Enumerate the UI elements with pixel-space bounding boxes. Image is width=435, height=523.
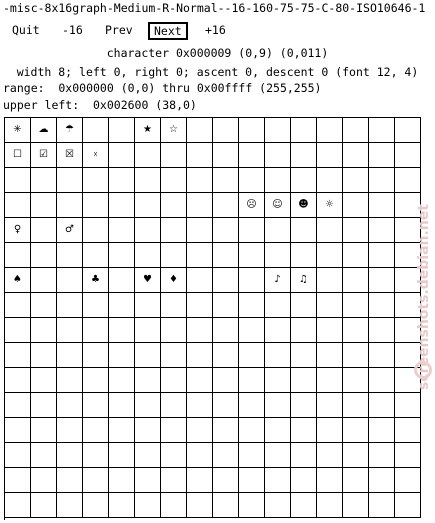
glyph-cell[interactable]: ♫: [291, 268, 317, 293]
glyph-cell[interactable]: [291, 443, 317, 468]
glyph-cell[interactable]: [187, 268, 213, 293]
glyph-cell[interactable]: [31, 468, 57, 493]
glyph-cell[interactable]: [239, 168, 265, 193]
glyph-cell[interactable]: [135, 243, 161, 268]
glyph-cell[interactable]: [83, 243, 109, 268]
glyph-cell[interactable]: [317, 468, 343, 493]
glyph-cell[interactable]: [83, 343, 109, 368]
glyph-cell[interactable]: [369, 418, 395, 443]
glyph-cell[interactable]: [265, 218, 291, 243]
glyph-cell[interactable]: [265, 168, 291, 193]
glyph-cell[interactable]: [317, 218, 343, 243]
glyph-cell[interactable]: [265, 243, 291, 268]
glyph-cell[interactable]: [213, 118, 239, 143]
glyph-cell[interactable]: [265, 493, 291, 518]
glyph-cell[interactable]: [395, 393, 421, 418]
glyph-cell[interactable]: [57, 418, 83, 443]
glyph-cell[interactable]: [239, 118, 265, 143]
glyph-cell[interactable]: [395, 418, 421, 443]
glyph-cell[interactable]: [239, 493, 265, 518]
glyph-cell[interactable]: [161, 493, 187, 518]
glyph-cell[interactable]: [343, 218, 369, 243]
glyph-cell[interactable]: [291, 293, 317, 318]
glyph-cell[interactable]: [369, 193, 395, 218]
glyph-cell[interactable]: [239, 343, 265, 368]
glyph-cell[interactable]: [369, 393, 395, 418]
control-bar: [0, 21, 435, 41]
glyph-cell[interactable]: [5, 168, 31, 193]
glyph-cell[interactable]: [343, 143, 369, 168]
glyph-cell[interactable]: [57, 468, 83, 493]
glyph-cell[interactable]: [83, 193, 109, 218]
glyph-cell[interactable]: [5, 243, 31, 268]
quit-button[interactable]: Quit: [12, 23, 40, 37]
glyph-cell[interactable]: ☐: [5, 143, 31, 168]
glyph-cell[interactable]: [213, 418, 239, 443]
next-button[interactable]: Next: [148, 22, 188, 40]
glyph-cell[interactable]: [57, 268, 83, 293]
glyph-cell[interactable]: [83, 293, 109, 318]
font-name: -misc-8x16graph-Medium-R-Normal--16-160-75-75-C-80-ISO10646-1: [3, 1, 426, 15]
glyph-cell[interactable]: [161, 368, 187, 393]
glyph-cell[interactable]: [317, 168, 343, 193]
glyph-cell[interactable]: [317, 293, 343, 318]
glyph-cell[interactable]: [187, 443, 213, 468]
glyph-cell[interactable]: [239, 443, 265, 468]
glyph-cell[interactable]: [265, 318, 291, 343]
glyph-cell[interactable]: [395, 443, 421, 468]
glyph-cell[interactable]: [109, 168, 135, 193]
glyph-cell[interactable]: [239, 393, 265, 418]
glyph-cell[interactable]: [213, 293, 239, 318]
glyph-cell[interactable]: ♀: [5, 218, 31, 243]
range-info: range: 0x000000 (0,0) thru 0x00ffff (255,255): [3, 81, 322, 95]
glyph-cell[interactable]: [213, 393, 239, 418]
glyph-cell[interactable]: [343, 393, 369, 418]
glyph-cell[interactable]: [57, 493, 83, 518]
glyph-cell[interactable]: [265, 293, 291, 318]
glyph-cell[interactable]: [109, 443, 135, 468]
glyph-cell[interactable]: [135, 443, 161, 468]
glyph-cell[interactable]: [31, 218, 57, 243]
glyph-cell[interactable]: [161, 343, 187, 368]
glyph-cell[interactable]: ♂: [57, 218, 83, 243]
glyph-cell[interactable]: [369, 243, 395, 268]
glyph-cell[interactable]: [369, 343, 395, 368]
upper-left-info: upper left: 0x002600 (38,0): [3, 98, 197, 112]
glyph-cell[interactable]: [317, 443, 343, 468]
glyph-cell[interactable]: [161, 443, 187, 468]
glyph-cell[interactable]: [31, 368, 57, 393]
glyph-cell[interactable]: [57, 193, 83, 218]
glyph-cell[interactable]: [239, 318, 265, 343]
glyph-cell[interactable]: [109, 468, 135, 493]
glyph-cell[interactable]: [57, 293, 83, 318]
glyph-cell[interactable]: [57, 243, 83, 268]
glyph-cell[interactable]: [369, 168, 395, 193]
glyph-cell[interactable]: [57, 168, 83, 193]
glyph-cell[interactable]: [343, 418, 369, 443]
glyph-cell[interactable]: [187, 493, 213, 518]
glyph-cell[interactable]: [187, 118, 213, 143]
glyph-cell[interactable]: [161, 468, 187, 493]
glyph-cell[interactable]: [187, 343, 213, 368]
glyph-cell[interactable]: [395, 118, 421, 143]
glyph-cell[interactable]: [5, 393, 31, 418]
glyph-cell[interactable]: [239, 468, 265, 493]
glyph-cell[interactable]: [265, 343, 291, 368]
glyph-cell[interactable]: [265, 443, 291, 468]
glyph-cell[interactable]: [187, 468, 213, 493]
glyph-cell[interactable]: [317, 418, 343, 443]
glyph-cell[interactable]: [291, 243, 317, 268]
glyph-cell[interactable]: [239, 243, 265, 268]
glyph-cell[interactable]: [343, 443, 369, 468]
glyph-cell[interactable]: [265, 468, 291, 493]
glyph-cell[interactable]: [265, 418, 291, 443]
glyph-cell[interactable]: ☑: [31, 143, 57, 168]
glyph-cell[interactable]: [291, 368, 317, 393]
glyph-cell[interactable]: [187, 143, 213, 168]
glyph-cell[interactable]: [31, 418, 57, 443]
glyph-cell[interactable]: [31, 443, 57, 468]
glyph-cell[interactable]: [369, 318, 395, 343]
glyph-cell[interactable]: [239, 218, 265, 243]
glyph-cell[interactable]: [161, 293, 187, 318]
glyph-cell[interactable]: [5, 193, 31, 218]
glyph-cell[interactable]: [5, 293, 31, 318]
glyph-cell[interactable]: [57, 343, 83, 368]
glyph-cell[interactable]: [83, 168, 109, 193]
glyph-cell[interactable]: [187, 293, 213, 318]
glyph-cell[interactable]: [343, 118, 369, 143]
glyph-cell[interactable]: [343, 293, 369, 318]
glyph-cell[interactable]: [213, 218, 239, 243]
glyph-cell[interactable]: [317, 393, 343, 418]
glyph-cell[interactable]: [213, 193, 239, 218]
glyph-cell[interactable]: [291, 343, 317, 368]
glyph-cell[interactable]: [343, 193, 369, 218]
character-info: character 0x000009 (0,9) (0,011): [106, 46, 329, 60]
glyph-cell[interactable]: [317, 118, 343, 143]
glyph-cell[interactable]: [109, 343, 135, 368]
glyph-cell[interactable]: [291, 118, 317, 143]
glyph-cell[interactable]: [291, 418, 317, 443]
glyph-cell[interactable]: ☓: [83, 143, 109, 168]
glyph-cell[interactable]: [343, 268, 369, 293]
glyph-cell[interactable]: [291, 143, 317, 168]
glyph-cell[interactable]: [109, 493, 135, 518]
glyph-cell[interactable]: [161, 143, 187, 168]
glyph-cell[interactable]: ☂: [57, 118, 83, 143]
glyph-cell[interactable]: [161, 393, 187, 418]
glyph-cell[interactable]: [187, 218, 213, 243]
glyph-cell[interactable]: [369, 218, 395, 243]
glyph-cell[interactable]: [369, 443, 395, 468]
glyph-cell[interactable]: [369, 493, 395, 518]
glyph-cell[interactable]: [239, 143, 265, 168]
glyph-cell[interactable]: [135, 493, 161, 518]
glyph-cell[interactable]: [135, 393, 161, 418]
glyph-cell[interactable]: [317, 243, 343, 268]
glyph-cell[interactable]: [109, 293, 135, 318]
glyph-cell[interactable]: [187, 368, 213, 393]
glyph-cell[interactable]: ♪: [265, 268, 291, 293]
glyph-cell[interactable]: [5, 443, 31, 468]
glyph-cell[interactable]: [83, 493, 109, 518]
glyph-cell[interactable]: [57, 368, 83, 393]
glyph-cell[interactable]: [213, 443, 239, 468]
glyph-cell[interactable]: [369, 468, 395, 493]
glyph-cell[interactable]: [369, 143, 395, 168]
glyph-cell[interactable]: [369, 118, 395, 143]
glyph-cell[interactable]: [135, 418, 161, 443]
glyph-cell[interactable]: [109, 218, 135, 243]
glyph-cell[interactable]: [135, 168, 161, 193]
glyph-cell[interactable]: [109, 318, 135, 343]
glyph-cell[interactable]: [135, 343, 161, 368]
glyph-cell[interactable]: [5, 468, 31, 493]
glyph-cell[interactable]: [31, 393, 57, 418]
glyph-cell[interactable]: [83, 218, 109, 243]
glyph-cell[interactable]: [395, 468, 421, 493]
glyph-cell[interactable]: [135, 468, 161, 493]
glyph-cell[interactable]: [83, 318, 109, 343]
glyph-cell[interactable]: [31, 168, 57, 193]
glyph-cell[interactable]: ✳: [5, 118, 31, 143]
glyph-cell[interactable]: [291, 318, 317, 343]
glyph-cell[interactable]: [187, 393, 213, 418]
glyph-cell[interactable]: [135, 318, 161, 343]
glyph-cell[interactable]: ☹: [239, 193, 265, 218]
glyph-cell[interactable]: [83, 443, 109, 468]
glyph-cell[interactable]: [317, 368, 343, 393]
glyph-cell[interactable]: [5, 368, 31, 393]
glyph-cell[interactable]: [239, 418, 265, 443]
glyph-cell[interactable]: [57, 393, 83, 418]
glyph-cell[interactable]: [291, 393, 317, 418]
glyph-cell[interactable]: [135, 368, 161, 393]
glyph-cell[interactable]: [31, 343, 57, 368]
glyph-cell[interactable]: [83, 118, 109, 143]
glyph-cell[interactable]: [239, 368, 265, 393]
glyph-cell[interactable]: [187, 168, 213, 193]
glyph-cell[interactable]: [109, 368, 135, 393]
glyph-cell[interactable]: [213, 368, 239, 393]
glyph-cell[interactable]: [291, 168, 317, 193]
glyph-cell[interactable]: [83, 368, 109, 393]
glyph-cell[interactable]: [57, 318, 83, 343]
glyph-cell[interactable]: ☻: [291, 193, 317, 218]
glyph-cell[interactable]: [57, 443, 83, 468]
glyph-cell[interactable]: [317, 343, 343, 368]
glyph-cell[interactable]: [109, 393, 135, 418]
glyph-cell[interactable]: [135, 218, 161, 243]
glyph-cell[interactable]: [343, 243, 369, 268]
glyph-cell[interactable]: [213, 143, 239, 168]
glyph-cell[interactable]: [109, 243, 135, 268]
glyph-cell[interactable]: [31, 493, 57, 518]
glyph-cell[interactable]: ☼: [317, 193, 343, 218]
glyph-cell[interactable]: [369, 368, 395, 393]
glyph-cell[interactable]: [343, 493, 369, 518]
glyph-cell[interactable]: [135, 143, 161, 168]
glyph-cell[interactable]: [5, 343, 31, 368]
glyph-cell[interactable]: [213, 468, 239, 493]
glyph-cell[interactable]: [83, 418, 109, 443]
glyph-cell[interactable]: [31, 243, 57, 268]
glyph-cell[interactable]: ☒: [57, 143, 83, 168]
glyph-cell[interactable]: [109, 193, 135, 218]
plus-16-button[interactable]: +16: [205, 23, 226, 37]
glyph-cell[interactable]: [187, 318, 213, 343]
glyph-cell[interactable]: [109, 118, 135, 143]
glyph-cell[interactable]: [83, 393, 109, 418]
glyph-cell[interactable]: [239, 268, 265, 293]
glyph-cell[interactable]: [213, 318, 239, 343]
glyph-cell[interactable]: [135, 193, 161, 218]
glyph-cell[interactable]: [317, 143, 343, 168]
glyph-cell[interactable]: [109, 143, 135, 168]
glyph-cell[interactable]: [265, 368, 291, 393]
glyph-cell[interactable]: [187, 193, 213, 218]
glyph-cell[interactable]: [265, 118, 291, 143]
glyph-cell[interactable]: [239, 293, 265, 318]
glyph-cell[interactable]: [31, 318, 57, 343]
watermark-text: screenshots.debian.net: [416, 204, 432, 390]
glyph-cell[interactable]: [161, 193, 187, 218]
glyph-cell[interactable]: ♥: [135, 268, 161, 293]
glyph-cell[interactable]: [291, 218, 317, 243]
glyph-cell[interactable]: [213, 343, 239, 368]
glyph-cell[interactable]: [5, 493, 31, 518]
glyph-cell[interactable]: [369, 268, 395, 293]
glyph-cell[interactable]: [343, 168, 369, 193]
glyph-cell[interactable]: [343, 368, 369, 393]
metrics-info: width 8; left 0, right 0; ascent 0, descent 0 (font 12, 4): [16, 65, 419, 79]
glyph-cell[interactable]: ☺: [265, 193, 291, 218]
glyph-cell[interactable]: [213, 268, 239, 293]
glyph-cell[interactable]: [343, 468, 369, 493]
glyph-cell[interactable]: [343, 343, 369, 368]
glyph-cell[interactable]: [83, 468, 109, 493]
watermark-logo-icon: [414, 361, 432, 379]
glyph-cell[interactable]: [161, 168, 187, 193]
glyph-cell[interactable]: [343, 318, 369, 343]
glyph-cell[interactable]: [187, 243, 213, 268]
glyph-cell[interactable]: [31, 268, 57, 293]
glyph-cell[interactable]: [161, 418, 187, 443]
glyph-cell[interactable]: [109, 268, 135, 293]
glyph-cell[interactable]: ♣: [83, 268, 109, 293]
glyph-cell[interactable]: [31, 193, 57, 218]
glyph-cell[interactable]: [187, 418, 213, 443]
glyph-cell[interactable]: [161, 243, 187, 268]
glyph-cell[interactable]: [213, 493, 239, 518]
glyph-cell[interactable]: [213, 243, 239, 268]
glyph-cell[interactable]: [161, 318, 187, 343]
glyph-cell[interactable]: [213, 168, 239, 193]
glyph-cell[interactable]: [395, 493, 421, 518]
glyph-cell[interactable]: [369, 293, 395, 318]
glyph-cell[interactable]: [317, 268, 343, 293]
glyph-cell[interactable]: ★: [135, 118, 161, 143]
glyph-cell[interactable]: [291, 468, 317, 493]
glyph-cell[interactable]: [317, 493, 343, 518]
glyph-cell[interactable]: [5, 318, 31, 343]
glyph-cell[interactable]: [135, 293, 161, 318]
glyph-cell[interactable]: ☁: [31, 118, 57, 143]
glyph-cell[interactable]: [5, 418, 31, 443]
minus-16-button[interactable]: -16: [62, 23, 83, 37]
glyph-cell[interactable]: [109, 418, 135, 443]
glyph-cell[interactable]: [317, 318, 343, 343]
glyph-cell[interactable]: [265, 393, 291, 418]
prev-button[interactable]: Prev: [105, 23, 133, 37]
glyph-cell[interactable]: ♦: [161, 268, 187, 293]
glyph-cell[interactable]: ☆: [161, 118, 187, 143]
glyph-cell[interactable]: [265, 143, 291, 168]
glyph-cell[interactable]: [161, 218, 187, 243]
glyph-cell[interactable]: [31, 293, 57, 318]
glyph-cell[interactable]: [291, 493, 317, 518]
glyph-cell[interactable]: ♠: [5, 268, 31, 293]
glyph-grid: [4, 117, 421, 520]
